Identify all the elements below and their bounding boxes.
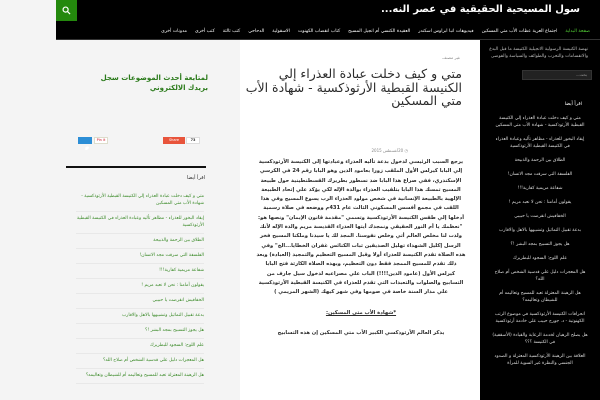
- right-sidebar: [480, 40, 600, 400]
- related-post-link[interactable]: هل المعجزات دليل علي قدسية الشخص أم صلاح الله؟: [76, 354, 204, 369]
- site-header: [56, 0, 600, 24]
- site-description: نهضة الكنيسة الرسولية الانجيلية الكنيسة ما قبل البدع والانقسامات والتحزب والطوائف والسياسة والفوضى: [489, 47, 588, 59]
- post-date-text: 20أغسطس 2015: [371, 148, 404, 153]
- related-post-link[interactable]: يقولون أمامنا : نحن لا نعبد مريم !: [76, 279, 204, 294]
- related-post-link[interactable]: متي و كيف دخلت عبادة العذراء إلي الكنيسة القبطية الأرثوذكسية - شهادة الأب متي المسكين: [76, 190, 204, 212]
- nav-item-episcopacy[interactable]: الاسقولية: [272, 29, 290, 34]
- sidebar-post-link[interactable]: علم اللوح: السجود للبطريرك: [512, 256, 568, 261]
- related-post-link[interactable]: شفاعة مريمية كفارية!!!: [76, 264, 204, 279]
- nav-item-videos[interactable]: فيديوهات انبا ابراوس اسكندر: [418, 29, 474, 34]
- sidebar-post-link[interactable]: هل المعجزات دليل علي قدسية الشخص أم صلاح الله؟: [494, 270, 586, 282]
- search-button[interactable]: [56, 0, 77, 21]
- sidebar-post-link[interactable]: يقولون أمامنا : نحن لا نعبد مريم !: [508, 200, 572, 205]
- content-sidebar: [56, 40, 240, 400]
- sidebar-post-link[interactable]: العلاقة بين الرهبنة الأرثوذكسية المعتزلة و الصدود الجنسي والنظرة غير السوية للمرأة: [494, 354, 586, 366]
- related-post-link[interactable]: إيقاد البخور للعذراء - مظاهر تأليه وعبادة العذراء في الكنيسة القبطية الأرثوذكسية: [76, 212, 204, 234]
- sidebar-post-link[interactable]: إيقاد البخور للعذراء - مظاهر تأليه وعبادة العذراء في الكنيسة القبطية الأرثوذكسية: [495, 137, 585, 149]
- share-buttons: [78, 137, 200, 147]
- share-button[interactable]: Share: [163, 137, 185, 144]
- related-post-link[interactable]: الخفافيش انقرضت يا حبيبي: [76, 294, 204, 309]
- post-paragraph: يذكر العالم الأرثوذكسي الكبير الأب متي المسكين إن هذه التسابيح: [277, 329, 445, 336]
- search-icon: [62, 6, 71, 15]
- left-gutter: [0, 0, 56, 400]
- site-title[interactable]: سول المسيحية الحقيقية في عصر النه...: [381, 4, 580, 15]
- nav-item-dahdahi[interactable]: الدحاحي: [248, 29, 265, 34]
- post-body: [256, 158, 466, 338]
- article: [240, 40, 480, 400]
- nav-item-other-books[interactable]: كتب أخري: [194, 29, 215, 34]
- sidebar-search-input[interactable]: بحث...: [522, 70, 592, 80]
- twitter-share-button[interactable]: [78, 137, 92, 144]
- sidebar-post-link[interactable]: الخفافيش انقرضت يا حبيبي: [514, 214, 566, 219]
- related-posts-list: [76, 190, 204, 384]
- related-post-link[interactable]: هل يجوز التسبيح بمجد البشر !؟: [76, 324, 204, 339]
- nav-item-doctrine[interactable]: العقيدة الكنسي أم انجيل المسيح: [348, 29, 411, 34]
- sidebar-posts-list: [488, 115, 592, 367]
- related-post-link[interactable]: هل الرهبنة المعتزلة تعبد للمسيح وتعاليمه أم للشيطان وتعاليمه؟: [76, 369, 204, 384]
- sidebar-post-link[interactable]: الفلسفة التي سرقت مجد الانسان!: [507, 172, 573, 177]
- related-post-link[interactable]: الفلسفة التي سرقت مجد الانسان!: [76, 249, 204, 264]
- sidebar-post-link[interactable]: الطلاق بين الرحمة والذبيحة: [514, 158, 566, 163]
- sidebar-post-link[interactable]: متي و كيف دخلت عبادة العذراء إلي الكنيسة القبطية الأرثوذكسية - شهادة الأب متي المسكين: [495, 116, 585, 128]
- clock-icon: ◷: [404, 148, 408, 153]
- sidebar-heading: اقرأ أيضا: [564, 102, 582, 107]
- sidebar-post-link[interactable]: شفاعة مريمية كفارية!!!: [517, 186, 563, 191]
- primary-nav: [56, 24, 600, 40]
- subscribe-heading: لمتابعة أحدث الموضوعات سجل بريدك الالكتروني: [100, 74, 208, 92]
- sidebar-post-link[interactable]: هل يصلح الرهبان لخدمة الرعاية والقيادة (الأسقفية) في الكنيسة ؟؟؟: [492, 333, 588, 345]
- nav-item-other-blogs[interactable]: مدونات أخري: [161, 29, 187, 34]
- related-post-link[interactable]: بدعة تقبيل التماثيل وتشبيهها بالاهل والاقارب: [76, 309, 204, 324]
- nav-item-third-books[interactable]: كتب ثالثة: [222, 29, 241, 34]
- post-title: متي و كيف دخلت عبادة العذراء إلي الكنيسة القبطية الأرثوذكسية - شهادة الأب متي المسكين: [245, 66, 462, 108]
- related-post-link[interactable]: الطلاق بين الرحمة والذبيحة: [76, 234, 204, 249]
- divider: [66, 166, 206, 168]
- twitter-icon: [78, 145, 92, 152]
- sidebar-post-link[interactable]: بدعة تقبيل التماثيل وتشبيهها بالاهل والاقارب: [498, 228, 582, 233]
- post-date[interactable]: [372, 148, 409, 153]
- sidebar-post-link[interactable]: هل يجوز التسبيح بمجد البشر !؟: [510, 242, 570, 247]
- read-also-heading: اقرأ أيضا: [186, 175, 205, 181]
- pinterest-button[interactable]: Pin it: [94, 137, 108, 144]
- related-post-link[interactable]: علم اللوح: السجود للبطريرك: [76, 339, 204, 354]
- nav-item-home[interactable]: صفحة البداية: [565, 29, 590, 34]
- post-category[interactable]: غير مصنف: [442, 55, 460, 60]
- nav-item-priesthood-book[interactable]: كتاب انقضاب الكهنوت: [297, 29, 341, 34]
- sidebar-post-link[interactable]: هل الرهبنة المعتزلة تعبد للمسيح وتعاليمه أم للشيطان وتعاليمه؟: [499, 291, 581, 303]
- share-count: 73: [186, 137, 200, 144]
- nav-item-sermons[interactable]: اجتماع العرية عظات الأب متي المسكين: [481, 29, 558, 34]
- post-subheading: *شهادة الأب متي المسكين:: [325, 310, 397, 317]
- sidebar-post-link[interactable]: انحرافات الكنيسة الأرثوذكسية في موضوع الرتب الكهنوتية - د. جورج حبيب علي خادمة أرثوذكسية: [494, 312, 586, 324]
- post-paragraph: يرجع السبب الرئيسي لدخول بدعة تأليه العذراء وعبادتها إلى الكنيسة الأرثوذكسية إلي البابا كيرلس الأول الملقب زورا بعامود الدين وهو البابا رقم 24 في الكرسي الإسكندري، ففي صراع هذا البابا ضد نسطور بطريرك القسطنطينية حول طبيعة المسيح تمسك هذا البابا بتلقيب العذراء بوالدة الإله لكي يؤكد علي إتحاد الطبيعة الإلهية بالطبيعة الإنسانية في شخص مولود العذراء الرب يسوع المسيح وفي هذا اللقب في مجمع أفسس المسكوني الثالث عام 431م ووضعه في صلاة رسمية أدخلها إلي طقس الكنيسة الأرثوذكسية وتسمي "مقدمة قانون الإيمان" ونصها هو: "نعظمك يا أم النور الحقيقي ونمجدك أيتها العذراء القديسة مريم والدة الإله لأنك ولدت لنا مخلص العالم أتي وخلص نفوسنا. المجد لك يا سيدنا وملكنا المسيح فخر الرسل إكليل الشهداء تهليل الصديقين ثبات الكنائس غفران الخطايا...الخ" وفي هذه الصلاة تقدم الكنيسة للعذراء أولا وقبل المسيح التعظيم والتمجيد (العبادة) وبعد ذلك تقدم للمسيح الممجد فقط دون التعظيم، وبهذه الصلاة الكارثة فتح البابا كيرلس الأول (عامود الدين!!!!) الباب علي مصراعيه لدخول سيل جارف من التسابيح والصلوات والتعبدات التي تقدم للعذراء في الكنيسة القبطية الأرثوذكسية علي مدار السنة خاصة في صومها وفي شهر كيهك (الشهر المريمي ): [256, 159, 466, 296]
